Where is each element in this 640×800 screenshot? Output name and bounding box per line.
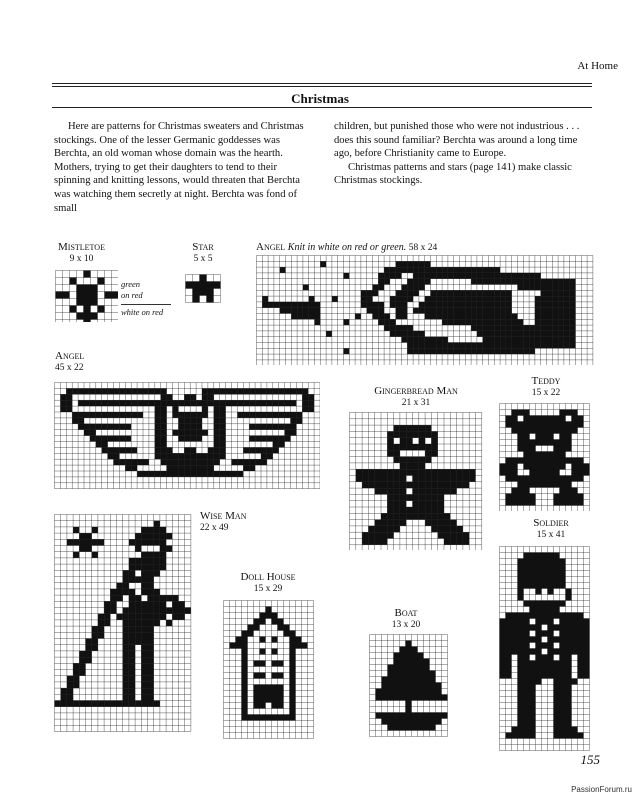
soldier-size: 15 x 41: [536, 530, 566, 540]
angel-small-label: [256, 241, 437, 254]
angel-large-label: [55, 350, 84, 374]
boat-size: 13 x 20: [391, 620, 421, 630]
gingerbread-chart: [349, 412, 483, 550]
wise-man-size: 22 x 49: [200, 523, 229, 533]
angel-large-chart: [54, 382, 320, 489]
section-title: Christmas: [291, 91, 349, 106]
wise-man-name: Wise Man: [200, 510, 247, 522]
title-rule: [52, 107, 592, 108]
intro-left-column: [54, 120, 306, 215]
teddy-size: 15 x 22: [531, 388, 561, 398]
mistletoe-note-green: green: [121, 279, 141, 289]
boat-name: Boat: [394, 607, 418, 619]
angel-small-size: 58 x 24: [408, 243, 438, 253]
doll-house-size: 15 x 29: [253, 584, 283, 594]
mistletoe-note-divider: [121, 304, 171, 305]
boat-label: [378, 607, 434, 631]
top-rule-2: [52, 86, 592, 87]
gingerbread-label: [352, 385, 480, 409]
teddy-name: Teddy: [531, 375, 561, 387]
doll-house-name: Doll House: [240, 571, 296, 583]
star-size: 5 x 5: [193, 254, 213, 264]
angel-small-note: Knit in white on red or green.: [287, 242, 407, 253]
doll-house-chart: [223, 600, 314, 740]
angel-small-name: Angel: [256, 241, 286, 253]
soldier-chart: [499, 546, 591, 754]
star-chart: [185, 274, 222, 303]
intro-paragraph-1: Here are patterns for Christmas sweaters and Christmas stockings. One of the lesser Germanic goddesses was Berchta, an old woman whose domain was the hearth. Mothers, trying to get their daughters to tend to their spinning and knitting lessons, would threaten that Berchta was watching them secretly at night. Berchta was fond of small: [54, 121, 304, 214]
teddy-chart: [499, 403, 591, 511]
wise-man-chart: [54, 514, 192, 734]
angel-small-chart: [256, 255, 594, 365]
mistletoe-chart: [55, 270, 118, 322]
soldier-name: Soldier: [533, 517, 569, 529]
gingerbread-size: 21 x 31: [401, 398, 431, 408]
mistletoe-size: 9 x 10: [69, 254, 94, 264]
intro-paragraph-1-continued: children, but punished those who were not industrious . . . does this sound familiar? Berchta was around a long time ago, before Christianity came to Europe.: [334, 121, 580, 160]
star-label: [180, 241, 226, 265]
boat-chart: [369, 634, 448, 738]
wise-man-label: [200, 510, 246, 534]
running-header: At Home: [577, 60, 618, 72]
top-rule: [52, 83, 592, 84]
angel-large-name: Angel: [55, 350, 85, 362]
mistletoe-note-white: white on red: [121, 307, 164, 317]
page-number: 155: [580, 752, 600, 767]
doll-house-label: [228, 571, 308, 595]
gingerbread-name: Gingerbread Man: [374, 385, 458, 397]
soldier-label: [518, 517, 584, 541]
star-name: Star: [192, 241, 214, 253]
intro-right-column: [334, 120, 596, 188]
mistletoe-label: [58, 241, 105, 265]
site-credit: PassionForum.ru: [571, 785, 632, 794]
teddy-label: [512, 375, 580, 399]
intro-paragraph-2: Christmas patterns and stars (page 141) make classic Christmas stockings.: [334, 161, 572, 187]
angel-large-size: 45 x 22: [55, 363, 84, 373]
mistletoe-name: Mistletoe: [58, 241, 105, 253]
mistletoe-note-on-red: on red: [121, 290, 143, 300]
